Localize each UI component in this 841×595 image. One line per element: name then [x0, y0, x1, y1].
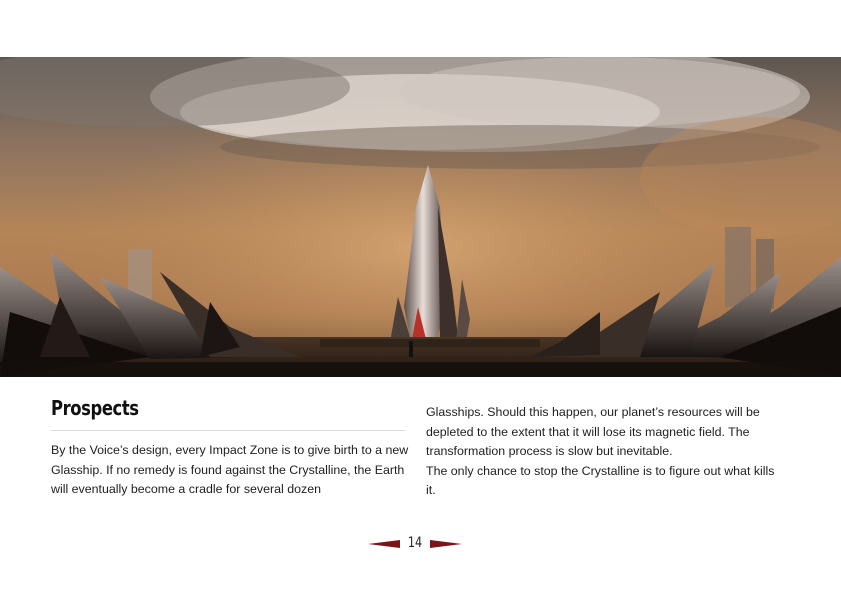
body-paragraph: The only chance to stop the Crystalline is to figure out what kills it.: [426, 463, 775, 497]
body-column-left: [51, 441, 411, 500]
heading-divider: [51, 430, 405, 431]
right-ornament-icon: [430, 540, 462, 548]
page-number: 14: [407, 535, 423, 551]
body-paragraph: By the Voice’s design, every Impact Zone is to give birth to a new Glasship. If no remedy is found against the Crystalline, the Earth will eventually become a cradle for several dozen: [51, 443, 409, 496]
body-paragraph: Glasships. Should this happen, our planet’s resources will be depleted to the extent that it will lose its magnetic field. The transformation process is slow but inevitable.: [426, 405, 760, 458]
page-footer: [0, 534, 841, 554]
crystal-spire-landscape: [0, 57, 841, 377]
hero-illustration: [0, 57, 841, 377]
body-column-right: [426, 403, 786, 501]
left-ornament-icon: [368, 540, 400, 548]
section-heading: Prospects: [51, 396, 139, 420]
